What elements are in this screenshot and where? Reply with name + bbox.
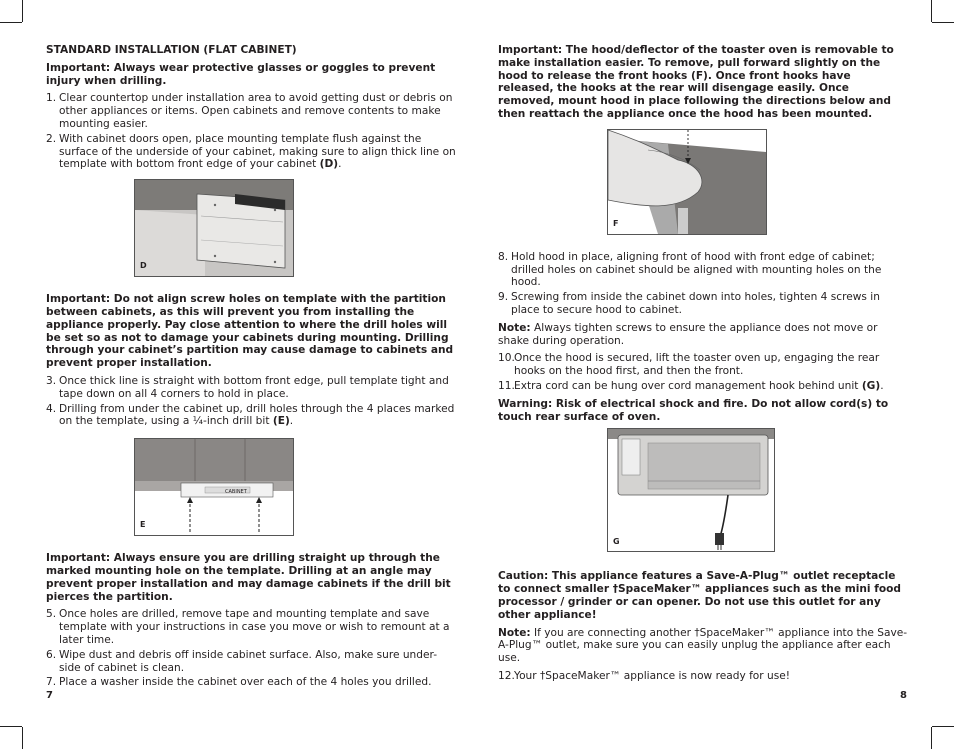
step-number: 3. <box>46 374 57 387</box>
step-number: 10. <box>498 352 515 365</box>
crop-mark <box>22 727 23 749</box>
left-page <box>46 44 456 694</box>
crop-mark <box>931 727 932 749</box>
step-number: 12. <box>498 669 515 682</box>
step-1 <box>46 92 456 130</box>
figure-e-image <box>134 438 294 536</box>
note-save-a-plug <box>498 627 908 665</box>
figure-reference: (G) <box>861 379 881 392</box>
step-number: 7. <box>46 676 57 689</box>
step-text: Clear countertop under installation area to avoid getting dust or debris on other appliances or items. Open cabinets and remove contents to make mounting easier. <box>59 92 453 130</box>
note-tighten-screws <box>498 322 908 348</box>
crop-mark <box>932 22 954 23</box>
section-heading: STANDARD INSTALLATION (FLAT CABINET) <box>46 44 297 56</box>
steps-list-3-4 <box>46 375 456 428</box>
note-text: Always tighten screws to ensure the appliance does not move or shake during operation. <box>498 321 878 347</box>
crop-mark <box>931 0 932 22</box>
step-12 <box>498 670 908 683</box>
cord-hook-illustration <box>608 429 774 551</box>
step-10 <box>498 352 908 378</box>
figure-reference: (E) <box>272 415 290 428</box>
warning-shock: Warning: Risk of electrical shock and fire. Do not allow cord(s) to touch rear surface of oven. <box>498 397 889 423</box>
step-2 <box>46 133 456 171</box>
figure-label-f: F <box>613 218 619 228</box>
figure-label-e: E <box>140 520 146 530</box>
caution-save-a-plug: Caution: This appliance features a Save-A-Plug™ outlet receptacle to connect smaller †SpaceMaker™ appliances such as the mini food processor / grinder or can opener. Do not use this outlet for any other appliance! <box>498 570 901 621</box>
step-8 <box>498 251 908 289</box>
figure-d-image <box>134 179 294 277</box>
step-7 <box>46 676 456 689</box>
step-number: 2. <box>46 132 57 145</box>
figure-g-image <box>607 428 775 552</box>
step-number: 6. <box>46 648 57 661</box>
note-label: Note: <box>498 321 531 334</box>
note-label: Note: <box>498 626 531 639</box>
step-number: 4. <box>46 402 57 415</box>
step-number: 1. <box>46 92 57 105</box>
steps-list-8-9 <box>498 251 908 317</box>
step-number: 8. <box>498 250 509 263</box>
figure-f-image <box>607 129 767 235</box>
step-text: Your †SpaceMaker™ appliance is now ready for use! <box>514 669 791 682</box>
steps-list-1-2 <box>46 92 456 171</box>
step-3 <box>46 375 456 401</box>
important-hood-note: Important: The hood/deflector of the toaster oven is removable to make installation easier. To remove, pull forward slightly on the hood to release the front hooks (F). Once front hooks have released, the hooks at the rear will disengage easily. Once removed, mount hood in place following the directions below and then reattach the appliance once the hood has been mounted. <box>498 44 894 120</box>
step-text: . <box>289 415 294 428</box>
figure-e-cabinet-label: CABINET <box>225 489 247 496</box>
step-text: . <box>880 379 884 392</box>
step-text: Hold hood in place, aligning front of hood with front edge of cabinet; drilled holes on cabinet should be aligned with mounting holes on the hood. <box>511 250 882 289</box>
steps-list-12 <box>498 670 908 683</box>
right-page <box>498 44 908 688</box>
cabinet-template-illustration <box>135 180 293 276</box>
step-text: . <box>338 158 342 171</box>
step-text: -inch drill bit <box>203 415 273 428</box>
page-number-left: 7 <box>46 690 53 701</box>
step-text: Screwing from inside the cabinet down into holes, tighten 4 screws in place to secure hood to cabinet. <box>511 291 880 316</box>
step-text: Place a washer inside the cabinet over each of the 4 holes you drilled. <box>59 676 432 689</box>
step-text: Once thick line is straight with bottom front edge, pull template tight and tape down on all 4 corners to hold in place. <box>59 374 449 400</box>
important-drilling-note: Important: Always ensure you are drilling straight up through the marked mounting hole on the template. Drilling at an angle may prevent proper installation and may damage cabinets if the drill bit pierces the partition. <box>46 552 451 603</box>
figure-label-g: G <box>613 536 620 546</box>
hood-removal-illustration <box>608 130 766 234</box>
step-5 <box>46 608 456 646</box>
step-9 <box>498 291 908 317</box>
step-number: 5. <box>46 608 57 621</box>
crop-mark <box>22 0 23 22</box>
step-11 <box>498 380 908 393</box>
crop-mark <box>0 726 22 727</box>
figure-label-d: D <box>140 261 147 271</box>
fraction: ¼ <box>192 415 203 428</box>
steps-list-5-7 <box>46 608 456 689</box>
note-text: If you are connecting another †SpaceMaker™ appliance into the Save-A-Plug™ outlet, make sure you can easily unplug the appliance after each use. <box>498 626 908 665</box>
crop-mark <box>0 22 22 23</box>
step-text: Drilling from under the cabinet up, drill holes through the 4 places marked on the template, using a <box>59 402 455 428</box>
step-6 <box>46 649 456 675</box>
step-text: Extra cord can be hung over cord management hook behind unit <box>514 379 862 392</box>
important-safety-note: Important: Always wear protective glasses or goggles to prevent injury when drilling. <box>46 61 436 87</box>
step-text: Once holes are drilled, remove tape and mounting template and save template with your instructions in case you move or wish to remount at a later time. <box>59 608 450 646</box>
step-4 <box>46 403 456 429</box>
figure-reference: (D) <box>319 158 339 171</box>
step-text: Wipe dust and debris off inside cabinet surface. Also, make sure under-side of cabinet is clean. <box>59 648 438 674</box>
crop-mark <box>932 726 954 727</box>
drilling-illustration <box>135 439 293 535</box>
important-partition-note: Important: Do not align screw holes on template with the partition between cabinets, as this will prevent you from installing the appliance properly. Pay close attention to where the drill holes will be set so as not to damage your cabinets during mounting. Drilling through your cabinet’s partition may cause damage to cabinets and prevent proper installation. <box>46 293 454 370</box>
steps-list-10-11 <box>498 352 908 392</box>
step-number: 11. <box>498 379 515 392</box>
step-text: Once the hood is secured, lift the toaster oven up, engaging the rear hooks on the hood first, and then the front. <box>514 352 880 378</box>
step-number: 9. <box>498 291 509 304</box>
step-text: With cabinet doors open, place mounting template flush against the surface of the underside of your cabinet, making sure to align thick line on template with bottom front edge of your cabinet <box>59 132 456 171</box>
page-number-right: 8 <box>900 690 907 701</box>
